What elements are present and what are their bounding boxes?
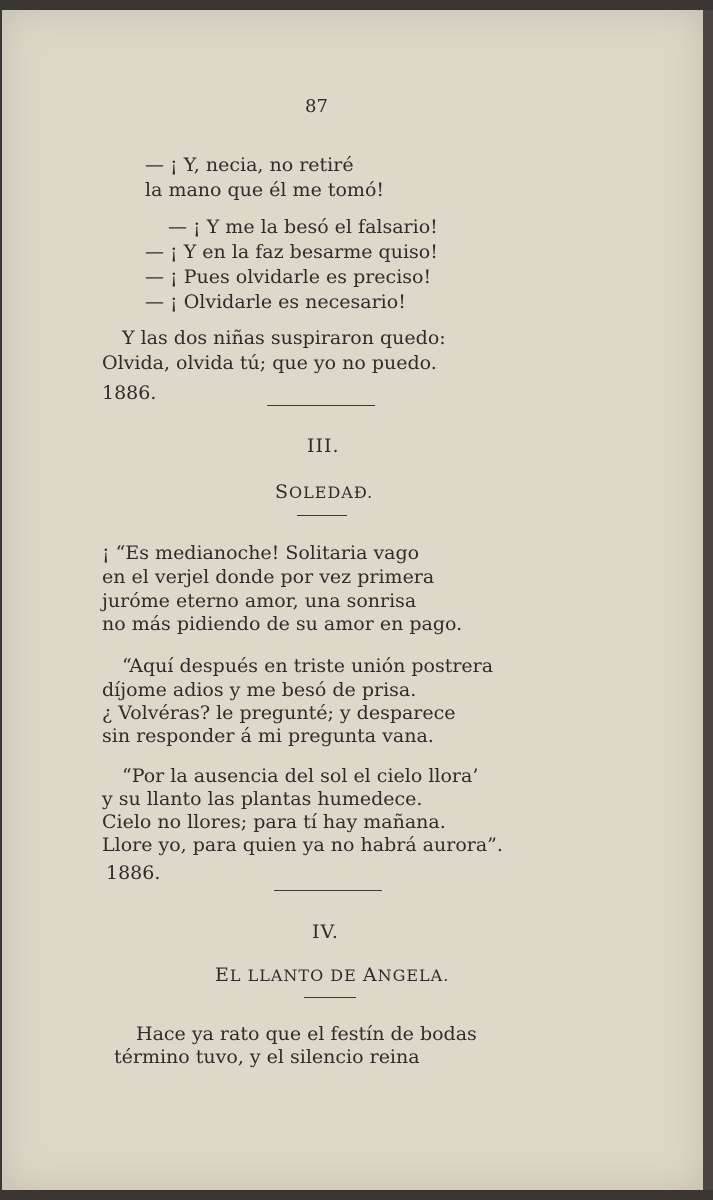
verse-line: en el verjel donde por vez primera — [102, 566, 435, 588]
page-number: 87 — [305, 96, 328, 117]
poem-date: 1886. — [102, 382, 157, 404]
verse-line: ¡ “Es medianoche! Solitaria vago — [102, 542, 420, 564]
verse-line: “Por la ausencia del sol el cielo llora’ — [122, 765, 479, 787]
verse-line: término tuvo, y el silencio reina — [114, 1046, 420, 1068]
verse-line: Hace ya rato que el festín de bodas — [136, 1023, 477, 1045]
verse-line: — ¡ Olvidarle es necesario! — [145, 291, 406, 313]
poem-date: 1886. — [106, 862, 161, 884]
verse-line: no más pidiendo de su amor en pago. — [102, 613, 463, 635]
verse-line: díjome adios y me besó de prisa. — [102, 679, 417, 701]
title-underline — [297, 515, 347, 516]
section-divider — [267, 405, 375, 406]
verse-line: — ¡ Y, necia, no retiré — [145, 154, 354, 176]
section-numeral: IV. — [312, 921, 339, 943]
verse-line: “Aquí después en triste unión postrera — [122, 655, 494, 677]
verse-line: Cielo no llores; para tí hay mañana. — [102, 811, 446, 833]
section-title: EL LLANTO DE ANGELA. — [215, 964, 450, 986]
book-edge-right — [703, 10, 713, 1190]
title-underline — [304, 997, 356, 998]
verse-line: Llore yo, para quien ya no habrá aurora”. — [102, 834, 503, 856]
verse-line: juróme eterno amor, una sonrisa — [102, 590, 417, 612]
verse-line: sin responder á mi pregunta vana. — [102, 725, 434, 747]
section-title: SOLEDAĐ. — [275, 481, 374, 503]
section-numeral: III. — [307, 435, 340, 457]
verse-line: — ¡ Pues olvidarle es preciso! — [145, 266, 432, 288]
verse-line: — ¡ Y en la faz besarme quiso! — [145, 241, 438, 263]
section-divider — [274, 890, 382, 891]
verse-line: Olvida, olvida tú; que yo no puedo. — [102, 352, 437, 374]
verse-line: — ¡ Y me la besó el falsario! — [168, 216, 438, 238]
verse-line: y su llanto las plantas humedece. — [102, 788, 423, 810]
verse-line: la mano que él me tomó! — [145, 179, 385, 201]
verse-line: ¿ Volvéras? le pregunté; y desparece — [102, 702, 456, 724]
book-edge-bottom — [0, 1190, 713, 1200]
book-page — [2, 10, 703, 1190]
verse-line: Y las dos niñas suspiraron quedo: — [122, 327, 446, 349]
